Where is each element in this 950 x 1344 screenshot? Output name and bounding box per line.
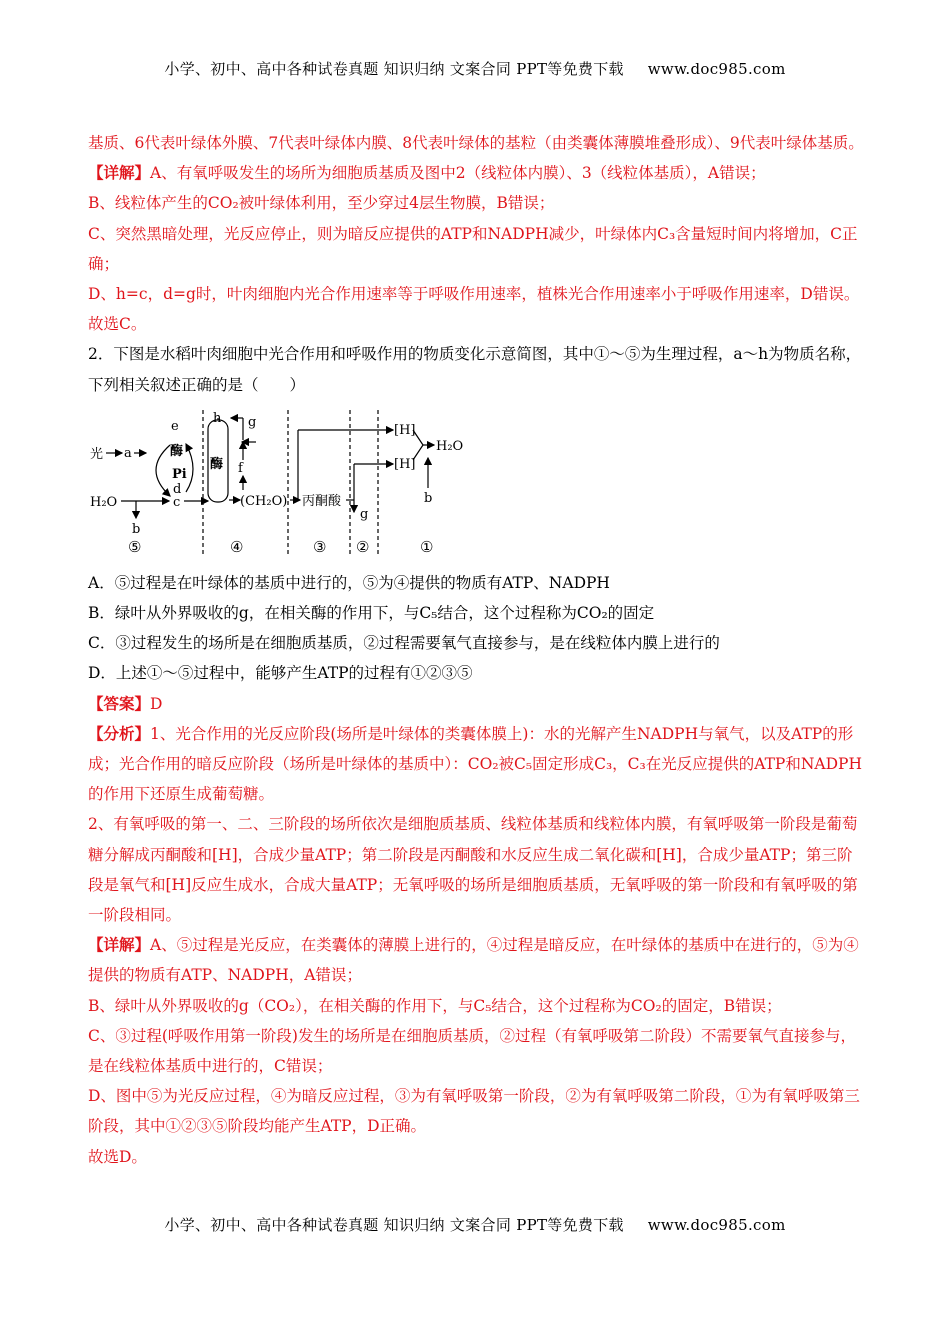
q2-stem: 2．下图是水稻叶肉细胞中光合作用和呼吸作用的物质变化示意简图，其中①～⑤为生理过程，a～h为物质名称，下列相关叙述正确的是（ ） [88,345,862,394]
label-process-5: ⑤ [128,537,142,556]
label-process-2: ② [356,537,370,556]
label-process-4: ④ [230,537,244,556]
label-h: h [213,410,222,426]
analysis-label: 【分析】 [88,723,151,743]
page-footer [0,1214,950,1235]
q1-conclusion: 故选C。 [88,315,147,334]
label-d: d [173,481,182,497]
q1-detail-label: 【详解】 [88,163,151,183]
label-pi: Pi [172,466,187,482]
q2-analysis-1: 【分析】1、光合作用的光反应阶段(场所是叶绿体的类囊体膜上)：水的光解产生NADPH与氧气，以及ATP的形成；光合作用的暗反应阶段（场所是叶绿体的基质中）：CO₂被C₅固定形成C₃，C₃在光反应提供的ATP和NADPH的作用下还原生成葡萄糖。 [88,723,862,804]
label-e: e [171,418,179,434]
label-process-3: ③ [313,537,327,556]
label-pyruvate: 丙酮酸 [302,493,342,509]
q2-detail-d: D、图中⑤为光反应过程，④为暗反应过程，③为有氧呼吸第一阶段，②为有氧呼吸第二阶段，①为有氧呼吸第三阶段，其中①②③⑤阶段均能产生ATP，D正确。 [88,1087,860,1136]
label-enzyme-2: 酶 [210,456,224,472]
option-a: A．⑤过程是在叶绿体的基质中进行的，⑤为④提供的物质有ATP、NADPH [88,573,610,592]
label-a: a [124,445,132,461]
q2-detail-b: B、绿叶从外界吸收的g（CO₂），在相关酶的作用下，与C₅结合，这个过程称为CO₂的固定，B错误； [88,996,782,1015]
footer-title: 小学、初中、高中各种试卷真题 知识归纳 文案合同 PPT等免费下载 [164,1216,624,1234]
q2-detail-a: 【详解】A、⑤过程是光反应，在类囊体的薄膜上进行的，④过程是暗反应，在叶绿体的基质中在进行的，⑤为④提供的物质有ATP、NADPH，A错误； [88,935,859,985]
cycle-arc-right [186,444,193,492]
q1-detail-d: D、h=c，d=g时，叶肉细胞内光合作用速率等于呼吸作用速率，植株光合作用速率小于呼吸作用速率，D错误。 [88,285,860,304]
label-g: g [248,414,257,430]
label-h-bracket-2: [H] [394,456,416,472]
label-g2: g [360,506,369,522]
answer-label: 【答案】 [88,693,151,713]
label-c: c [173,494,181,510]
label-process-1: ① [420,537,434,556]
label-b2: b [424,490,433,506]
header-title: 小学、初中、高中各种试卷真题 知识归纳 文案合同 PPT等免费下载 [164,60,624,78]
label-h2o: H₂O [90,494,118,510]
header-site: www.doc985.com [647,60,786,78]
label-ch2o: (CH₂O) [240,493,288,509]
label-h-bracket-1: [H] [394,422,416,438]
option-c: C．③过程发生的场所是在细胞质基质，②过程需要氧气直接参与，是在线粒体内膜上进行的 [88,634,720,653]
document-body [88,128,864,1172]
q2-conclusion: 故选D。 [88,1147,147,1166]
cycle-arc-left [156,445,170,496]
option-d: D．上述①～⑤过程中，能够产生ATP的过程有①②③⑤ [88,664,473,683]
q1-continuation: 基质、6代表叶绿体外膜、7代表叶绿体内膜、8代表叶绿体的基粒（由类囊体薄膜堆叠形成）、9代表叶绿体基质。 [88,134,864,152]
label-enzyme-1: 酶 [170,443,184,459]
label-b: b [132,521,141,537]
q1-detail-c: C、突然黑暗处理，光反应停止，则为暗反应提供的ATP和NADPH减少，叶绿体内C₃含量短时间内将增加，C正确； [88,224,858,273]
q2-analysis-2: 2、有氧呼吸的第一、二、三阶段的场所依次是细胞质基质、线粒体基质和线粒体内膜，有氧呼吸第一阶段是葡萄糖分解成丙酮酸和[H]，合成少量ATP；第二阶段是丙酮酸和水反应生成二氧化碳和[H]，合成少量ATP；第三阶段是氧气和[H]反应生成水，合成大量ATP；无氧呼吸的场所是细胞质基质，无氧呼吸的第一阶段和有氧呼吸的第一阶段相同。 [88,815,858,925]
q1-detail-a: 【详解】A、有氧呼吸发生的场所为细胞质基质及图中2（线粒体内膜）、3（线粒体基质），A错误； [88,163,766,183]
label-light: 光 [90,446,104,462]
q1-detail-b: B、线粒体产生的CO₂被叶绿体利用，至少穿过4层生物膜，B错误； [88,194,555,213]
diagram-svg [88,400,488,568]
label-h2o-out: H₂O [436,438,464,454]
footer-site: www.doc985.com [647,1216,786,1234]
metabolism-diagram [88,400,864,568]
answer-value: D [150,694,163,713]
q2-answer [88,689,864,719]
label-f: f [238,460,243,476]
q2-detail-c: C、③过程(呼吸作用第一阶段)发生的场所是在细胞质基质，②过程（有氧呼吸第二阶段）不需要氧气直接参与，是在线粒体基质中进行的，C错误； [88,1026,856,1076]
page-header [0,58,950,79]
option-b: B．绿叶从外界吸收的g，在相关酶的作用下，与C₅结合，这个过程称为CO₂的固定 [88,604,655,623]
q2-detail-label: 【详解】 [88,935,151,955]
